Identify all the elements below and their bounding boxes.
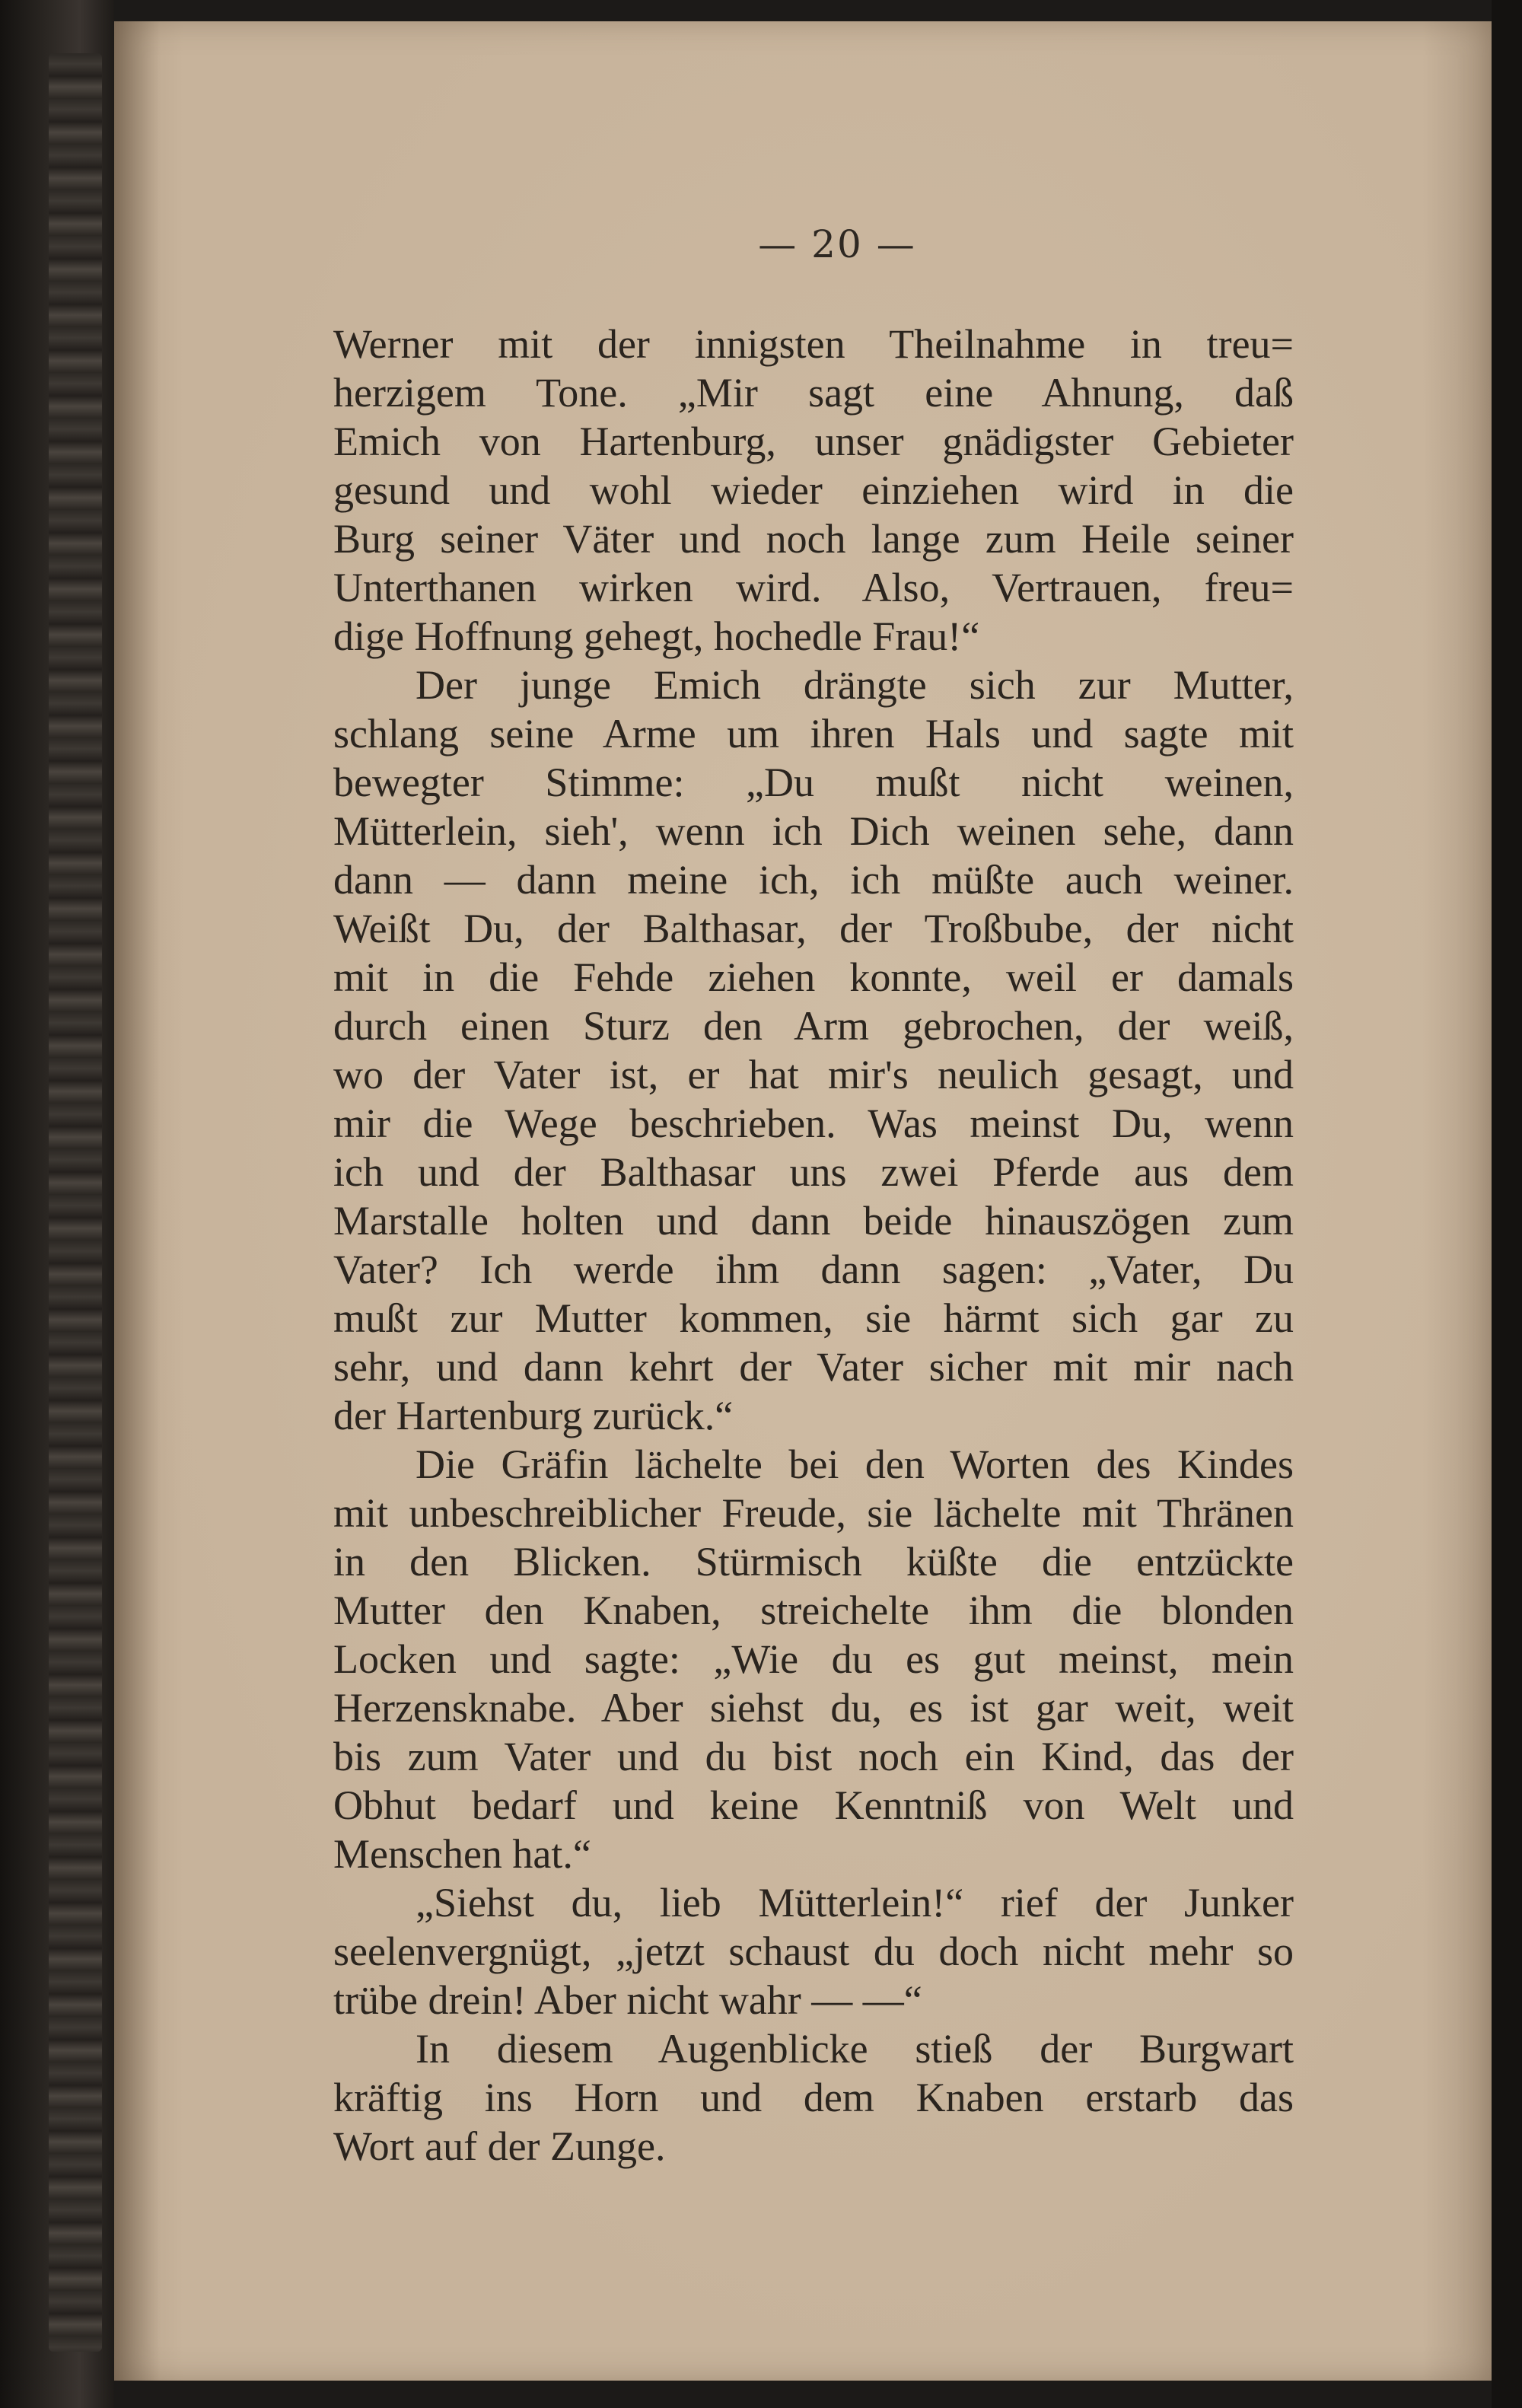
text-line: Marstalle holten und dann beide hinauszögen zum bbox=[333, 1198, 1294, 1244]
body-text bbox=[333, 320, 1294, 2171]
text-line: seelenvergnügt, „jetzt schaust du doch nicht mehr so bbox=[333, 1929, 1294, 1974]
text-line: bis zum Vater und du bist noch ein Kind, das der bbox=[333, 1734, 1294, 1779]
text-line: Locken und sagte: „Wie du es gut meinst, mein bbox=[333, 1636, 1294, 1682]
text-line: Mutter den Knaben, streichelte ihm die blonden bbox=[333, 1588, 1294, 1633]
text-line: mußt zur Mutter kommen, sie härmt sich gar zu bbox=[333, 1295, 1294, 1341]
text-line: Der junge Emich drängte sich zur Mutter, bbox=[416, 662, 1294, 708]
text-line: Mütterlein, sieh', wenn ich Dich weinen sehe, dann bbox=[333, 808, 1294, 854]
text-line: Wort auf der Zunge. bbox=[333, 2123, 666, 2169]
text-line: Obhut bedarf und keine Kenntniß von Welt und bbox=[333, 1782, 1294, 1828]
text-line: Vater? Ich werde ihm dann sagen: „Vater, Du bbox=[333, 1247, 1294, 1292]
text-line: Herzensknabe. Aber siehst du, es ist gar weit, weit bbox=[333, 1685, 1294, 1731]
right-background bbox=[1492, 0, 1522, 2408]
text-line: sehr, und dann kehrt der Vater sicher mit mir nach bbox=[333, 1344, 1294, 1390]
text-line: schlang seine Arme um ihren Hals und sagte mit bbox=[333, 711, 1294, 756]
text-line: mir die Wege beschrieben. Was meinst Du, wenn bbox=[333, 1100, 1294, 1146]
text-line: Burg seiner Väter und noch lange zum Heile seiner bbox=[333, 516, 1294, 562]
book-spine bbox=[49, 53, 102, 2352]
text-line: Menschen hat.“ bbox=[333, 1831, 591, 1877]
text-line: Weißt Du, der Balthasar, der Troßbube, der nicht bbox=[333, 906, 1294, 951]
text-line: der Hartenburg zurück.“ bbox=[333, 1393, 734, 1438]
text-line: in den Blicken. Stürmisch küßte die entzückte bbox=[333, 1539, 1294, 1585]
text-line: gesund und wohl wieder einziehen wird in die bbox=[333, 467, 1294, 513]
text-line: In diesem Augenblicke stieß der Burgwart bbox=[416, 2026, 1294, 2072]
text-line: kräftig ins Horn und dem Knaben erstarb das bbox=[333, 2075, 1294, 2120]
text-line: Die Gräfin lächelte bei den Worten des Kindes bbox=[416, 1441, 1294, 1487]
text-line: trübe drein! Aber nicht wahr — —“ bbox=[333, 1977, 922, 2023]
text-line: bewegter Stimme: „Du mußt nicht weinen, bbox=[333, 760, 1294, 805]
text-line: Unterthanen wirken wird. Also, Vertrauen, freu= bbox=[333, 565, 1294, 610]
text-line: herzigem Tone. „Mir sagt eine Ahnung, daß bbox=[333, 370, 1294, 416]
text-line: dann — dann meine ich, ich müßte auch weiner. bbox=[333, 857, 1294, 903]
text-line: Werner mit der innigsten Theilnahme in treu= bbox=[333, 321, 1294, 367]
text-line: mit in die Fehde ziehen konnte, weil er damals bbox=[333, 954, 1294, 1000]
text-line: ich und der Balthasar uns zwei Pferde aus dem bbox=[333, 1149, 1294, 1195]
text-line: mit unbeschreiblicher Freude, sie lächelte mit Thränen bbox=[333, 1490, 1294, 1536]
text-line: Emich von Hartenburg, unser gnädigster Gebieter bbox=[333, 419, 1294, 464]
page-fold-shadow bbox=[114, 21, 160, 2381]
text-line: dige Hoffnung gehegt, hochedle Frau!“ bbox=[333, 613, 980, 659]
page-number: — 20 — bbox=[758, 222, 916, 266]
text-line: durch einen Sturz den Arm gebrochen, der weiß, bbox=[333, 1003, 1294, 1049]
text-line: wo der Vater ist, er hat mir's neulich gesagt, und bbox=[333, 1052, 1294, 1097]
text-line: „Siehst du, lieb Mütterlein!“ rief der Junker bbox=[416, 1880, 1294, 1925]
